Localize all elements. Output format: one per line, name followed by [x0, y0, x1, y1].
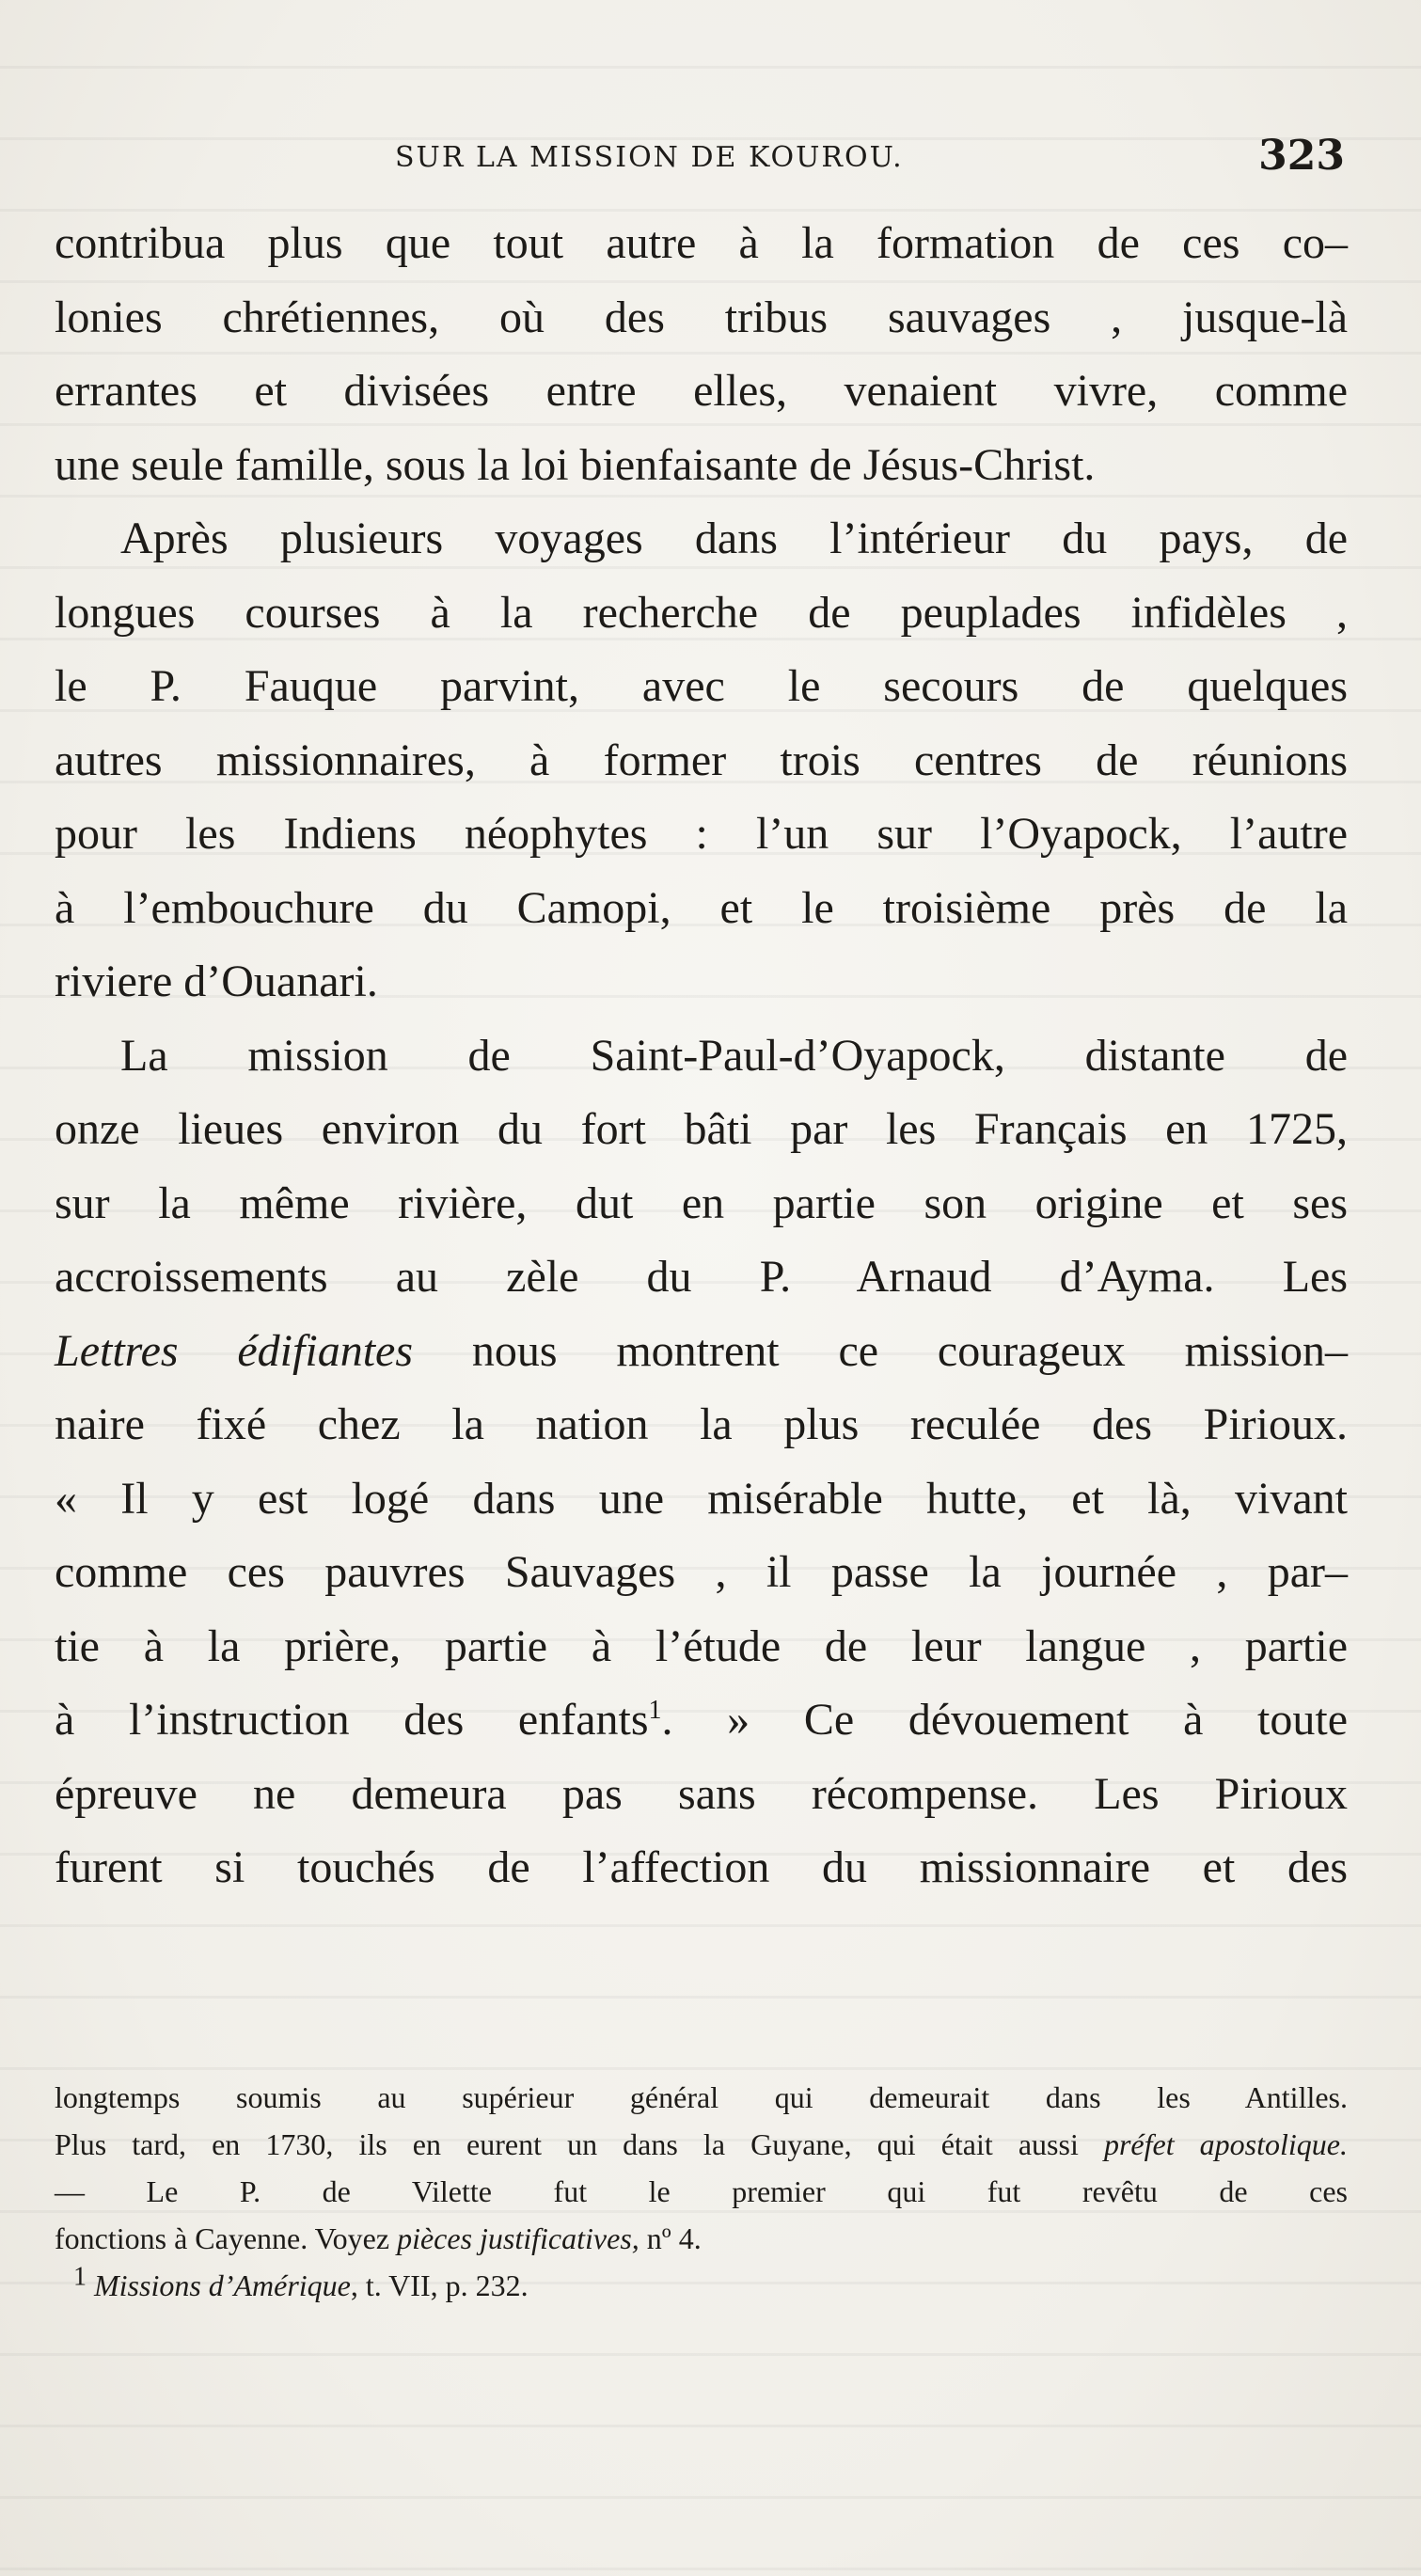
text-line: naire fixé chez la nation la plus reculée des Pirioux. — [55, 1399, 1348, 1449]
text-line: sur la même rivière, dut en partie son origine et ses — [55, 1177, 1348, 1228]
main-text — [55, 207, 1348, 1905]
text-fragment: nous montrent ce courageux mission– — [413, 1325, 1348, 1376]
footnote-marker: 1 — [73, 2262, 87, 2292]
italic-title: Lettres édifiantes — [55, 1325, 414, 1376]
text-line: contribua plus que tout autre à la formation de ces co– — [55, 218, 1348, 268]
footnote-1 — [55, 2262, 1348, 2309]
text-line: accroissements au zèle du P. Arnaud d’Ayma. Les — [55, 1252, 1348, 1302]
page-header — [56, 132, 1345, 188]
text-line: onze lieues environ du fort bâti par les Français en 1725, — [55, 1104, 1348, 1154]
note-line-mixed — [55, 2121, 1348, 2168]
text-line: Après plusieurs voyages dans l’intérieur du pays, de — [120, 514, 1348, 563]
running-head: SUR LA MISSION DE KOUROU. — [395, 141, 904, 174]
text-line-mixed — [55, 1315, 1348, 1389]
text-line-mixed — [55, 1683, 1348, 1758]
note-line: — Le P. de Vilette fut le premier qui fut revêtu de ces — [55, 2174, 1348, 2208]
text-line: tie à la prière, partie à l’étude de leur langue , partie — [55, 1620, 1348, 1671]
note-line-mixed — [55, 2215, 1348, 2262]
footnotes — [55, 2074, 1348, 2309]
text-line: furent si touchés de l’affection du missionnaire et des — [55, 1842, 1348, 1892]
text-line: une seule famille, sous la loi bienfaisante de Jésus-Christ. — [55, 439, 1096, 490]
text-line: riviere d’Ouanari. — [55, 956, 378, 1006]
text-line: comme ces pauvres Sauvages , il passe la journée , par– — [55, 1547, 1348, 1597]
text-line: errantes et divisées entre elles, venaient vivre, comme — [55, 366, 1348, 416]
italic-fragment: préfet apostolique. — [1103, 2127, 1349, 2161]
text-fragment: nº 4. — [639, 2221, 702, 2255]
text-line: pour les Indiens néophytes : l’un sur l’Oyapock, l’autre — [55, 809, 1348, 859]
text-line: La mission de Saint-Paul-d’Oyapock, distante de — [120, 1030, 1348, 1081]
text-line: à l’embouchure du Camopi, et le troisième près de la — [55, 882, 1348, 933]
page-number: 323 — [1258, 132, 1345, 180]
text-line: longues courses à la recherche de peuplades infidèles , — [55, 587, 1348, 638]
text-fragment: fonctions à Cayenne. Voyez — [55, 2221, 398, 2255]
text-line: lonies chrétiennes, où des tribus sauvages , jusque-là — [55, 292, 1348, 342]
footnote-ref: 1 — [648, 1696, 662, 1725]
italic-fragment: pièces justificatives, — [397, 2221, 639, 2255]
text-line: autres missionnaires, à former trois centres de réunions — [55, 735, 1348, 785]
text-line: « Il y est logé dans une misérable hutte, et là, vivant — [55, 1473, 1348, 1524]
note-line: longtemps soumis au supérieur général qui demeurait dans les Antilles. — [55, 2080, 1348, 2114]
italic-title: Missions d’Amérique — [94, 2268, 351, 2302]
text-line: épreuve ne demeura pas sans récompense. Les Pirioux — [55, 1768, 1348, 1819]
text-line: le P. Fauque parvint, avec le secours de quelques — [55, 661, 1348, 711]
text-fragment: , t. VII, p. 232. — [350, 2268, 529, 2302]
text-fragment: Plus tard, en 1730, ils en eurent un dans la Guyane, qui était aussi — [55, 2127, 1104, 2161]
text-fragment: à l’instruction des enfants — [55, 1695, 649, 1745]
text-fragment: . » Ce dévouement à toute — [661, 1695, 1349, 1745]
